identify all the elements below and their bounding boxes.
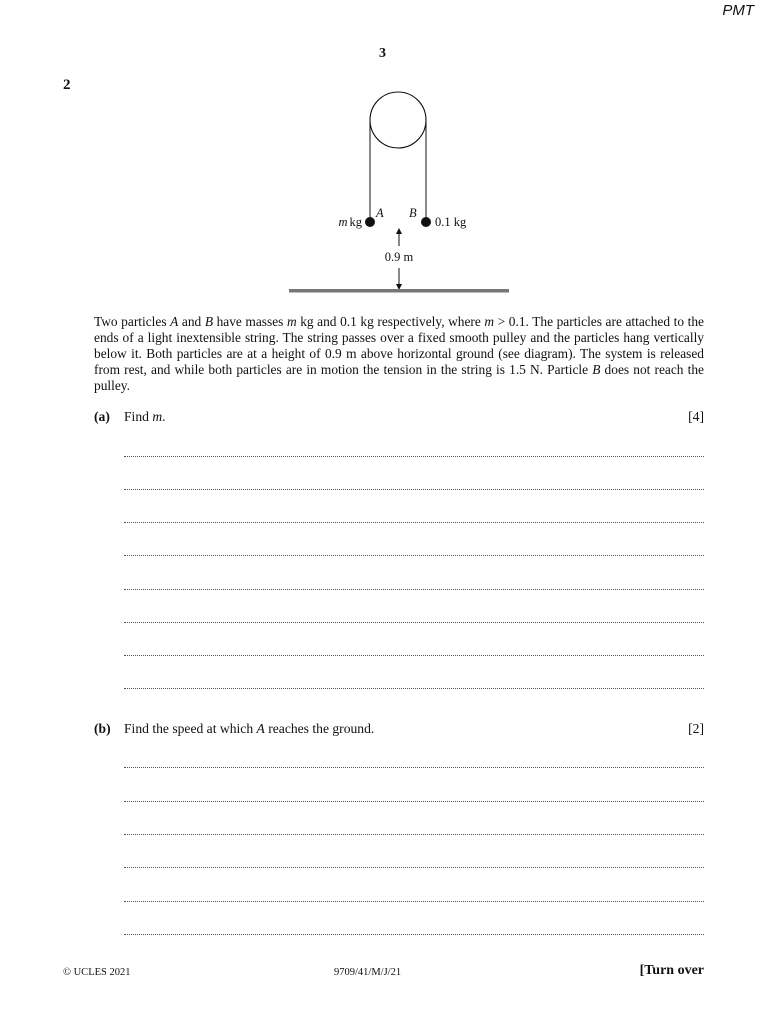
answer-line[interactable] bbox=[124, 655, 704, 656]
part-a-text: Find m. bbox=[124, 409, 166, 424]
answer-line[interactable] bbox=[124, 867, 704, 868]
answer-line[interactable] bbox=[124, 934, 704, 935]
mass-a-unit: kg bbox=[349, 215, 362, 229]
answer-line[interactable] bbox=[124, 589, 704, 590]
pulley-icon bbox=[370, 92, 426, 148]
page-number: 3 bbox=[379, 46, 386, 61]
answer-line[interactable] bbox=[124, 555, 704, 556]
answer-line[interactable] bbox=[124, 489, 704, 490]
answer-line[interactable] bbox=[124, 901, 704, 902]
answer-line[interactable] bbox=[124, 522, 704, 523]
answer-line[interactable] bbox=[124, 834, 704, 835]
question-stem: Two particles A and B have masses m kg and 0.1 kg respectively, where m > 0.1. The particles are attached to the ends of a light inextensible string. The string passes over a fixed smooth pulley and the particles hang vertically below it. Both particles are at a height of 0.9 m above horizontal ground (see diagram). The system is released from rest, and while both particles are in motion the tension in the string is 1.5 N. Particle B does not reach the pulley. bbox=[94, 314, 704, 393]
part-a-marks: [4] bbox=[688, 409, 704, 424]
mass-a-label bbox=[338, 215, 362, 229]
particle-b bbox=[421, 217, 431, 227]
part-a bbox=[94, 409, 704, 427]
mass-a-var: m bbox=[338, 215, 348, 229]
turn-over-label: [Turn over bbox=[639, 963, 704, 978]
answer-line[interactable] bbox=[124, 456, 704, 457]
answer-line[interactable] bbox=[124, 688, 704, 689]
label-b: B bbox=[409, 206, 417, 220]
mass-b-label: 0.1 kg bbox=[435, 215, 467, 229]
label-a: A bbox=[376, 206, 384, 220]
question-number: 2 bbox=[63, 77, 71, 93]
part-b-label: (b) bbox=[94, 721, 111, 736]
particle-a bbox=[365, 217, 375, 227]
answer-line[interactable] bbox=[124, 767, 704, 768]
height-label: 0.9 m bbox=[384, 250, 414, 264]
pulley-diagram bbox=[280, 88, 520, 300]
part-b bbox=[94, 721, 704, 739]
pmt-watermark: PMT bbox=[722, 2, 754, 19]
part-a-label: (a) bbox=[94, 409, 110, 424]
footer-paper-code: 9709/41/M/J/21 bbox=[334, 967, 402, 978]
part-b-text: Find the speed at which A reaches the ground. bbox=[124, 721, 375, 736]
arrowhead-up-icon bbox=[396, 228, 402, 234]
answer-line[interactable] bbox=[124, 622, 704, 623]
answer-line[interactable] bbox=[124, 801, 704, 802]
footer-copyright: © UCLES 2021 bbox=[63, 967, 131, 978]
ground bbox=[289, 289, 509, 293]
part-b-marks: [2] bbox=[688, 721, 704, 736]
